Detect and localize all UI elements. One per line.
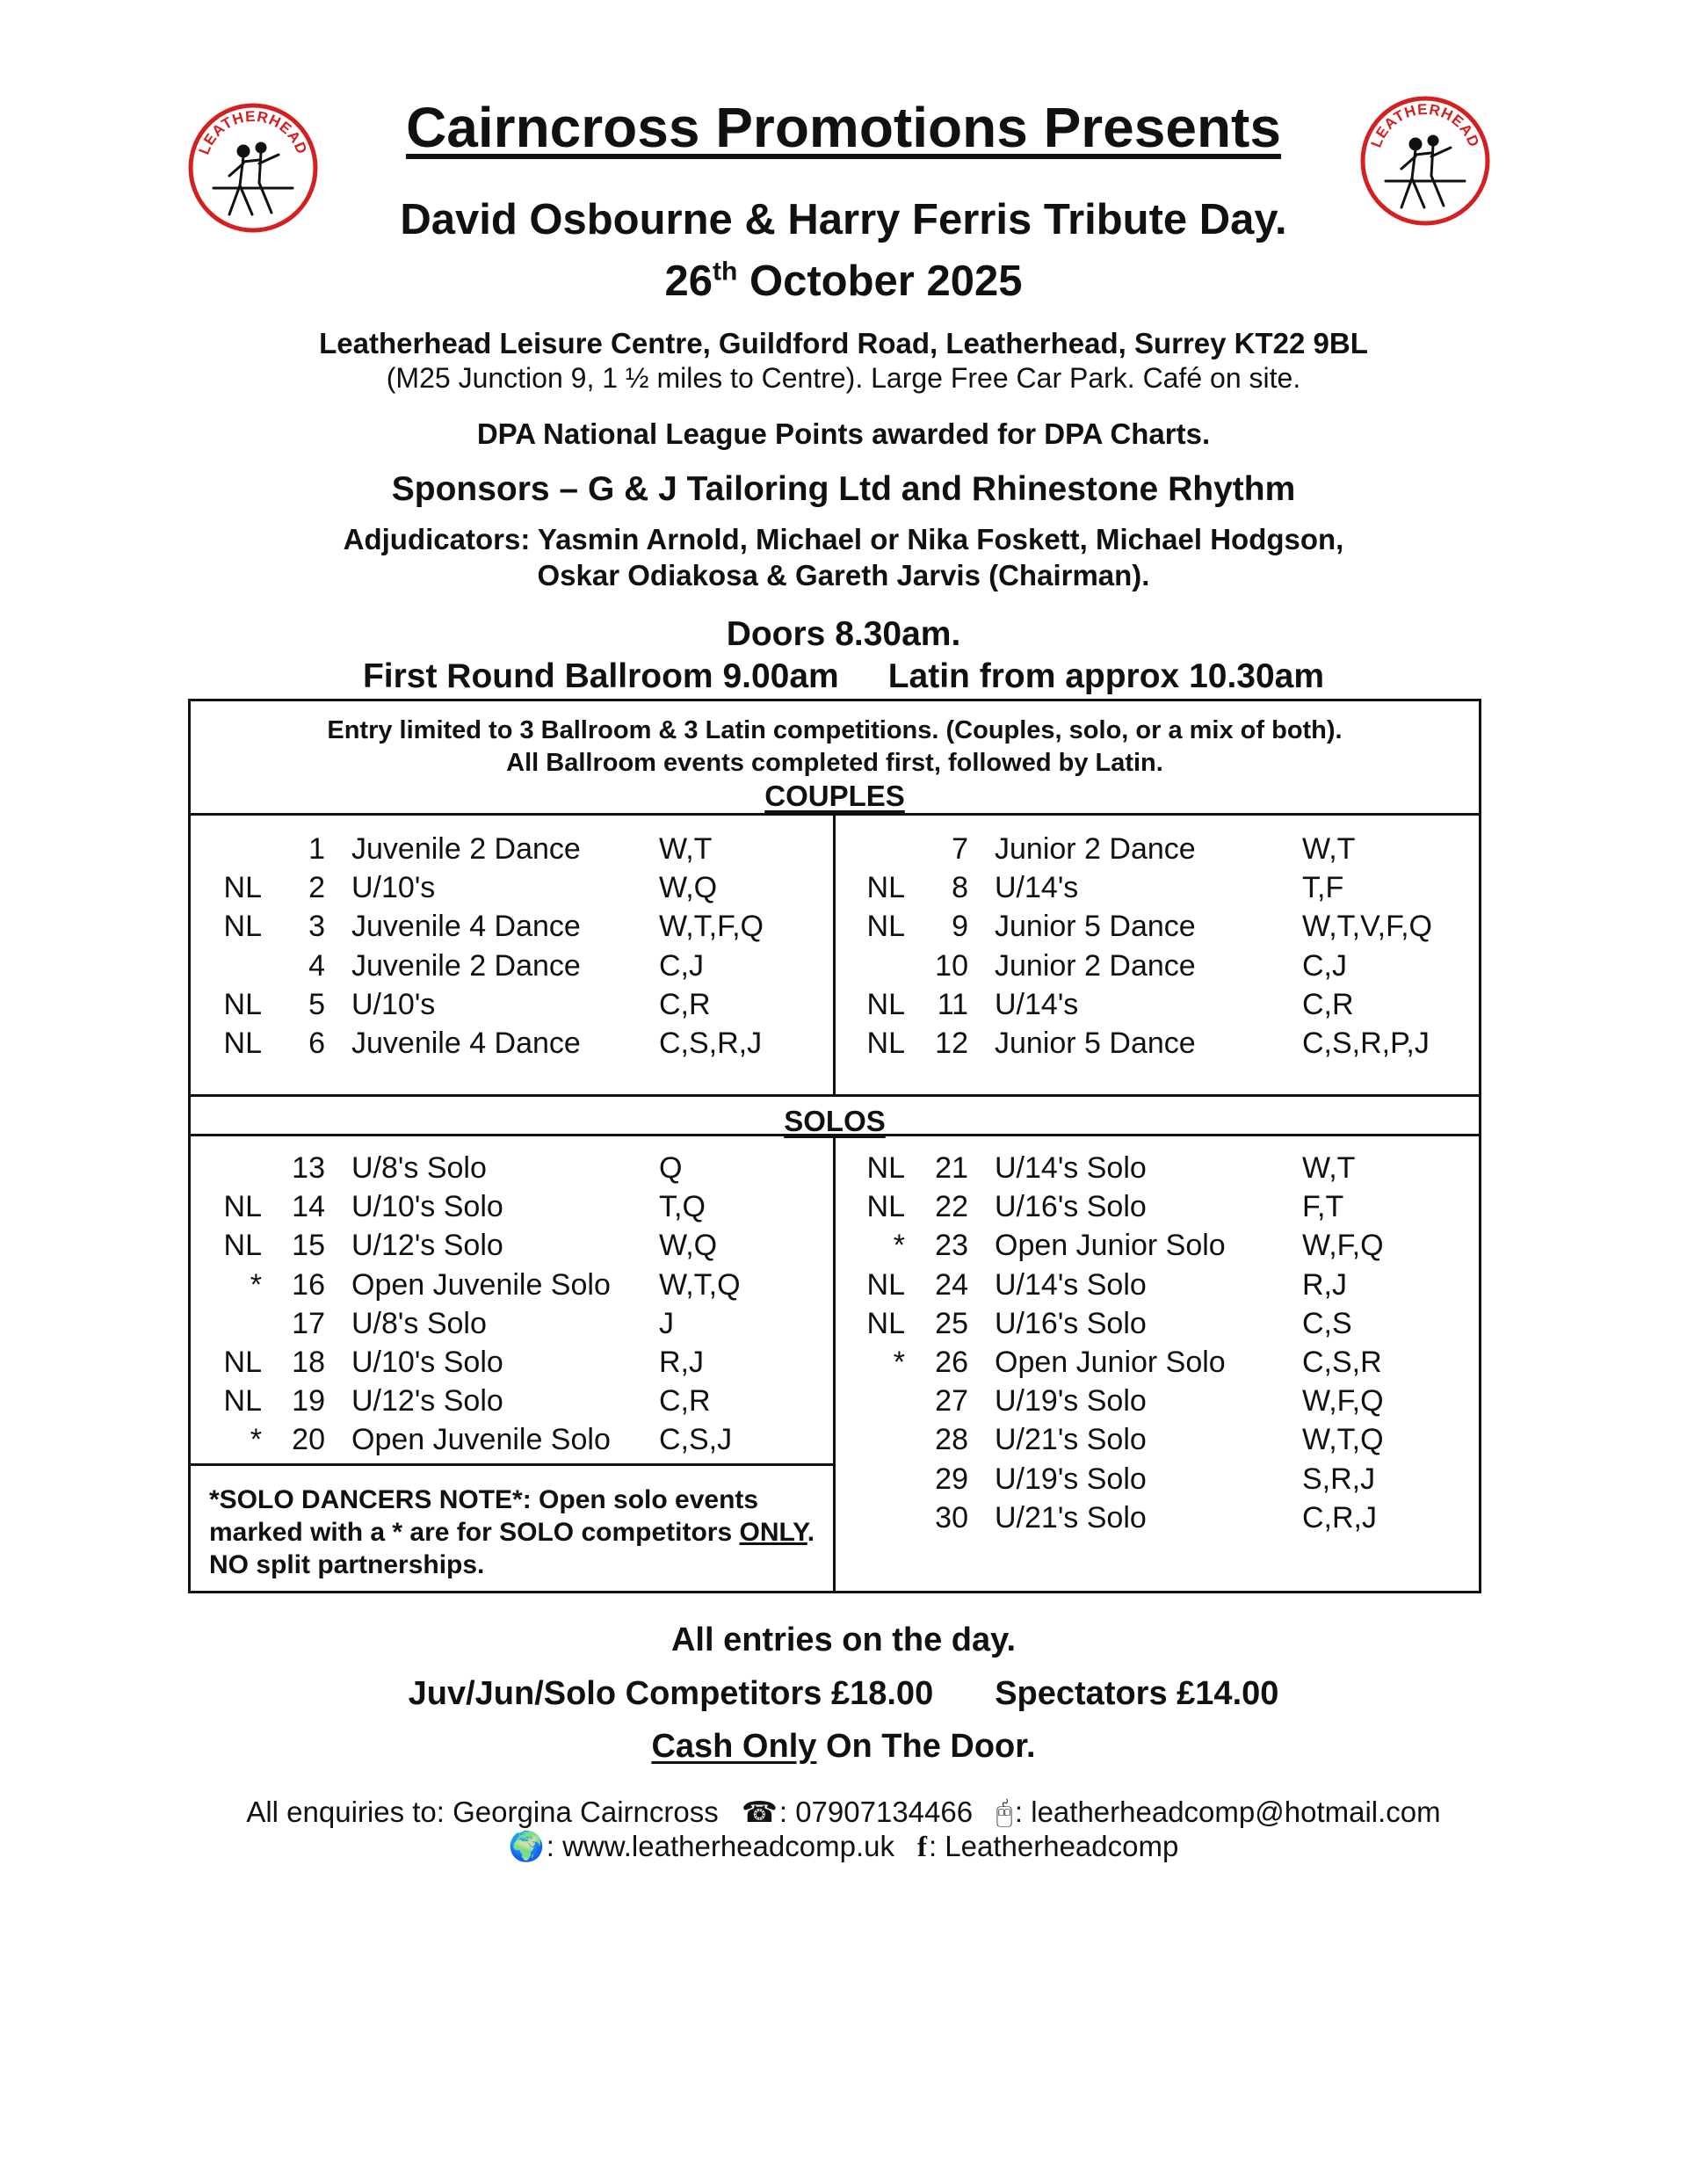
divider (188, 1463, 836, 1466)
row-flag: NL (866, 871, 905, 904)
event-dances: C,R,J (1302, 1501, 1377, 1535)
event-dances: W,F,Q (1302, 1384, 1384, 1418)
event-number: 1 (308, 832, 325, 866)
first-round-time: First Round Ballroom 9.00am (362, 657, 839, 695)
event-number: 14 (292, 1190, 325, 1223)
event-name: Open Juvenile Solo (351, 1423, 611, 1456)
event-name: U/10's Solo (351, 1346, 503, 1379)
payment-note (0, 1728, 1687, 1766)
event-number: 7 (952, 832, 968, 866)
event-name: Juvenile 4 Dance (351, 910, 581, 943)
event-dances: W,T,V,F,Q (1302, 910, 1433, 943)
event-name: Junior 2 Dance (995, 832, 1196, 866)
event-number: 26 (935, 1346, 968, 1379)
event-name: U/8's Solo (351, 1307, 487, 1340)
event-name: U/14's (995, 871, 1079, 904)
column-divider (833, 813, 836, 1094)
phone-icon: ☎ (741, 1796, 778, 1828)
doors-time: Doors 8.30am. (726, 615, 961, 653)
phone-number: : 07907134466 (778, 1796, 974, 1828)
note-only: ONLY (739, 1518, 807, 1547)
event-name: U/19's Solo (995, 1384, 1147, 1418)
event-number: 17 (292, 1307, 325, 1340)
date-suffix: th (713, 257, 738, 287)
event-name: U/8's Solo (351, 1151, 487, 1185)
date-month-year: October 2025 (737, 258, 1023, 305)
event-name: Junior 5 Dance (995, 910, 1196, 943)
event-number: 2 (308, 871, 325, 904)
event-dances: S,R,J (1302, 1462, 1376, 1496)
event-number: 19 (292, 1384, 325, 1418)
event-dances: T,Q (659, 1190, 706, 1223)
event-number: 8 (952, 871, 968, 904)
event-dances: T,F (1302, 871, 1344, 904)
event-dances: Q (659, 1151, 683, 1185)
event-dances: J (659, 1307, 674, 1340)
event-dances: C,R (659, 1384, 711, 1418)
sponsors: Sponsors – G & J Tailoring Ltd and Rhinestone Rhythm (391, 470, 1296, 508)
event-number: 24 (935, 1268, 968, 1302)
event-dances: R,J (659, 1346, 704, 1379)
row-flag: NL (223, 1229, 262, 1262)
entries-note: All entries on the day. (670, 1622, 1017, 1658)
event-name: U/10's (351, 988, 436, 1021)
event-dances: C,J (1302, 949, 1347, 983)
dpa-points-note: DPA National League Points awarded for DPA Charts. (476, 417, 1211, 450)
adjudicators-line-1: Adjudicators: Yasmin Arnold, Michael or Nika Foskett, Michael Hodgson, (343, 523, 1344, 555)
round-times (0, 657, 1687, 696)
event-dances: C,R (1302, 988, 1354, 1021)
row-flag: NL (223, 1346, 262, 1379)
contact-line-2 (0, 1830, 1687, 1864)
adjudicators-line-2: Oskar Odiakosa & Gareth Jarvis (Chairman). (537, 559, 1150, 591)
date-day: 26 (664, 258, 713, 305)
event-dances: W,F,Q (1302, 1229, 1384, 1262)
event-number: 6 (308, 1027, 325, 1060)
event-name: Open Junior Solo (995, 1229, 1226, 1262)
prices (0, 1675, 1687, 1713)
event-name: Juvenile 4 Dance (351, 1027, 581, 1060)
venue-address: Leatherhead Leisure Centre, Guildford Road, Leatherhead, Surrey KT22 9BL (319, 327, 1368, 359)
latin-time: Latin from approx 10.30am (887, 657, 1325, 695)
contact-line-1 (0, 1795, 1687, 1830)
event-name: Juvenile 2 Dance (351, 949, 581, 983)
event-number: 23 (935, 1229, 968, 1262)
row-flag: NL (866, 1027, 905, 1060)
event-name: U/12's Solo (351, 1229, 503, 1262)
cash-only: Cash Only (651, 1728, 817, 1765)
row-flag: NL (866, 910, 905, 943)
event-order-note: All Ballroom events completed first, followed by Latin. (506, 749, 1163, 777)
event-number: 5 (308, 988, 325, 1021)
event-name: Open Juvenile Solo (351, 1268, 611, 1302)
event-name: U/14's (995, 988, 1079, 1021)
event-subtitle: David Osbourne & Harry Ferris Tribute Day. (400, 196, 1287, 243)
enquiries-label: All enquiries to: Georgina Cairncross (246, 1796, 719, 1828)
row-flag: NL (223, 1384, 262, 1418)
competitor-price: Juv/Jun/Solo Competitors £18.00 (408, 1675, 934, 1712)
row-flag: NL (866, 1307, 905, 1340)
event-name: U/16's Solo (995, 1190, 1147, 1223)
event-number: 21 (935, 1151, 968, 1185)
facebook-icon: f (916, 1832, 927, 1863)
event-name: U/21's Solo (995, 1423, 1147, 1456)
event-number: 18 (292, 1346, 325, 1379)
event-number: 4 (308, 949, 325, 983)
event-name: U/12's Solo (351, 1384, 503, 1418)
entry-limit-note: Entry limited to 3 Ballroom & 3 Latin competitions. (Couples, solo, or a mix of both). (327, 716, 1343, 744)
event-name: U/14's Solo (995, 1151, 1147, 1185)
page-title: Cairncross Promotions Presents (406, 96, 1281, 159)
event-dances: W,T,Q (1302, 1423, 1384, 1456)
event-name: Junior 5 Dance (995, 1027, 1196, 1060)
row-flag: NL (866, 988, 905, 1021)
row-flag: * (250, 1268, 262, 1302)
row-flag: NL (223, 871, 262, 904)
event-dances: W,T,Q (659, 1268, 741, 1302)
event-number: 3 (308, 910, 325, 943)
row-flag: NL (223, 1190, 262, 1223)
event-name: U/10's (351, 871, 436, 904)
event-dances: W,T,F,Q (659, 910, 764, 943)
event-dances: W,Q (659, 871, 718, 904)
note-text: *SOLO DANCERS NOTE*: Open solo events marked with a * are for SOLO competitors (209, 1485, 759, 1547)
event-dances: W,T (1302, 1151, 1356, 1185)
event-number: 28 (935, 1423, 968, 1456)
event-name: U/21's Solo (995, 1501, 1147, 1535)
event-name: Junior 2 Dance (995, 949, 1196, 983)
event-name: U/14's Solo (995, 1268, 1147, 1302)
event-number: 12 (935, 1027, 968, 1060)
event-number: 30 (935, 1501, 968, 1535)
event-dances: C,S,R,J (659, 1027, 763, 1060)
event-dances: C,S,R,P,J (1302, 1027, 1430, 1060)
event-number: 20 (292, 1423, 325, 1456)
couples-heading: COUPLES (764, 780, 905, 812)
row-flag: NL (223, 1027, 262, 1060)
row-flag: * (250, 1423, 262, 1456)
solo-dancers-note (209, 1484, 842, 1581)
event-dances: W,T (1302, 832, 1356, 866)
event-name: Open Junior Solo (995, 1346, 1226, 1379)
event-number: 13 (292, 1151, 325, 1185)
event-name: Juvenile 2 Dance (351, 832, 581, 866)
event-dances: C,S,J (659, 1423, 733, 1456)
event-dances: F,T (1302, 1190, 1344, 1223)
event-number: 16 (292, 1268, 325, 1302)
row-flag: * (893, 1229, 905, 1262)
spectator-price: Spectators £14.00 (995, 1675, 1279, 1712)
solos-heading: SOLOS (784, 1105, 886, 1137)
event-name: U/10's Solo (351, 1190, 503, 1223)
facebook-link[interactable]: : Leatherheadcomp (928, 1830, 1179, 1862)
note-text-end: . NO split partnerships. (209, 1518, 815, 1579)
event-number: 22 (935, 1190, 968, 1223)
row-flag: * (893, 1346, 905, 1379)
venue-directions: (M25 Junction 9, 1 ½ miles to Centre). Large Free Car Park. Café on site. (386, 362, 1301, 394)
row-flag: NL (866, 1190, 905, 1223)
event-dances: C,S,R (1302, 1346, 1382, 1379)
mouse-icon: 🖰 (996, 1796, 1013, 1828)
event-dances: C,R (659, 988, 711, 1021)
event-name: U/16's Solo (995, 1307, 1147, 1340)
event-number: 11 (937, 988, 968, 1021)
row-flag: NL (223, 910, 262, 943)
event-name: U/19's Solo (995, 1462, 1147, 1496)
event-number: 29 (935, 1462, 968, 1496)
event-dances: C,J (659, 949, 704, 983)
svg-text:LEATHERHEAD: LEATHERHEAD (1367, 100, 1483, 150)
event-number: 15 (292, 1229, 325, 1262)
row-flag: NL (866, 1151, 905, 1185)
row-flag: NL (866, 1268, 905, 1302)
row-flag: NL (223, 988, 262, 1021)
event-dances: W,T (659, 832, 713, 866)
divider (188, 1094, 1481, 1097)
website-link[interactable]: : www.leatherheadcomp.uk (546, 1830, 894, 1862)
event-dances: R,J (1302, 1268, 1347, 1302)
event-date (0, 257, 1687, 306)
event-number: 9 (952, 910, 968, 943)
globe-icon: 🌍 (508, 1830, 545, 1862)
event-dances: W,Q (659, 1229, 718, 1262)
payment-rest: On The Door. (816, 1728, 1036, 1765)
svg-text:LEATHERHEAD: LEATHERHEAD (195, 107, 311, 157)
event-dances: C,S (1302, 1307, 1352, 1340)
email-address[interactable]: : leatherheadcomp@hotmail.com (1014, 1796, 1441, 1828)
event-number: 10 (935, 949, 968, 983)
event-number: 25 (935, 1307, 968, 1340)
event-number: 27 (935, 1384, 968, 1418)
